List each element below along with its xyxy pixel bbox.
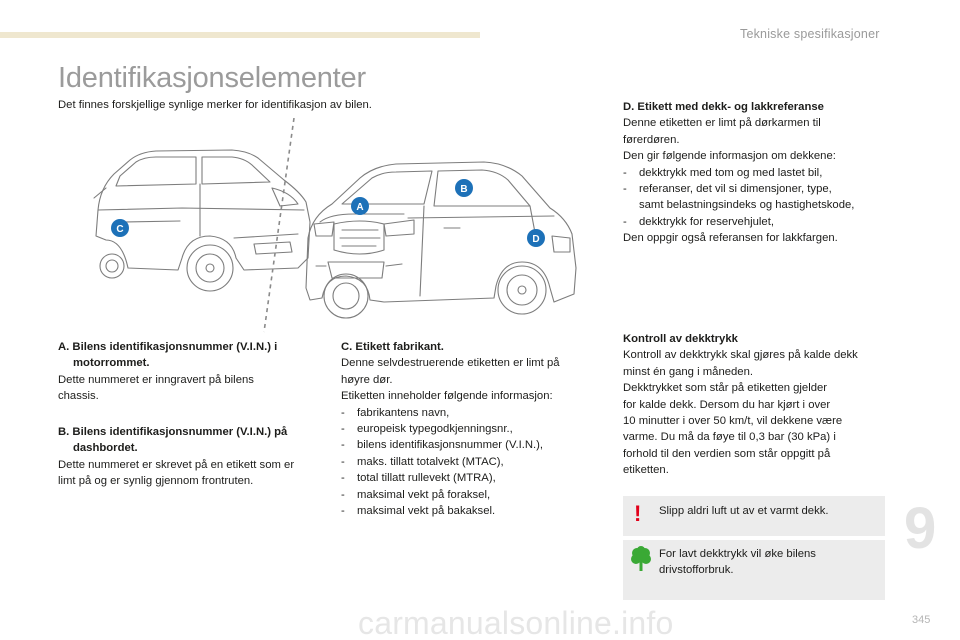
figure-divider <box>264 118 294 332</box>
list-item: - maksimal vekt på foraksel, <box>341 487 591 503</box>
section-a-text: Dette nummeret er inngravert på bilens chassis. <box>58 373 254 403</box>
section-c-list <box>341 405 591 520</box>
eco-note-box <box>623 540 885 600</box>
section-d-heading: D. Etikett med dekk- og lakkreferanse <box>623 101 824 113</box>
warning-text: Slipp aldri luft ut av et varmt dekk. <box>659 505 829 517</box>
section-title: Tekniske spesifikasjoner <box>740 27 880 41</box>
intro-text: Det finnes forskjellige synlige merker for identifikasjon av bilen. <box>58 99 372 111</box>
svg-text:D: D <box>532 234 540 245</box>
marker-a <box>351 197 369 215</box>
section-a <box>58 339 323 405</box>
watermark: carmanualsonline.info <box>358 605 674 640</box>
section-d-line: Denne etiketten er limt på dørkarmen til <box>623 117 821 130</box>
section-c <box>341 339 591 519</box>
section-d-line: Den gir følgende informasjon om dekkene: <box>623 150 836 163</box>
list-item: - europeisk typegodkjenningsnr., <box>341 421 591 437</box>
section-b-text: Dette nummeret er skrevet på en etikett som er limt på og er synlig gjennom frontruten. <box>58 458 295 488</box>
section-c-line: Denne selvdestruerende etiketten er limt på <box>341 357 560 370</box>
list-item: - referanser, det vil si dimensjoner, type, samt belastningsindeks og hastighetskode, <box>623 181 893 214</box>
svg-text:A: A <box>356 202 364 213</box>
chapter-number: 9 <box>904 496 937 561</box>
list-item: - total tillatt rullevekt (MTRA), <box>341 470 591 486</box>
section-c-line: Etiketten inneholder følgende informasjon: <box>341 390 553 403</box>
section-d-line: førerdøren. <box>623 133 680 146</box>
eco-tree-icon <box>630 546 652 572</box>
page-title: Identifikasjonselementer <box>58 62 366 94</box>
vehicle-illustration <box>84 118 594 340</box>
section-c-heading: C. Etikett fabrikant. <box>341 341 444 353</box>
list-item: - fabrikantens navn, <box>341 405 591 421</box>
marker-c <box>111 219 129 237</box>
tire-pressure-line: varme. Du må da føye til 0,3 bar (30 kPa) i <box>623 431 836 444</box>
tire-pressure-line: Dekktrykket som står på etiketten gjelder <box>623 382 828 395</box>
section-c-line: høyre dør. <box>341 373 393 386</box>
section-b-heading: B. Bilens identifikasjonsnummer (V.I.N.) på dashbordet. <box>58 426 288 455</box>
section-d <box>623 99 893 247</box>
marker-d <box>527 229 545 247</box>
section-b <box>58 424 323 490</box>
marker-b <box>455 179 473 197</box>
header-accent-bar <box>0 32 480 38</box>
section-d-list <box>623 165 893 231</box>
list-item: - maksimal vekt på bakaksel. <box>341 503 591 519</box>
list-item: - bilens identifikasjonsnummer (V.I.N.), <box>341 437 591 453</box>
svg-text:B: B <box>460 184 468 195</box>
tire-pressure-line: Kontroll av dekktrykk skal gjøres på kalde dekk <box>623 349 858 362</box>
tire-pressure-heading: Kontroll av dekktrykk <box>623 333 738 345</box>
eco-note-text: For lavt dekktrykk vil øke bilens drivstofforbruk. <box>659 548 816 576</box>
exclamation-icon: ! <box>634 501 642 526</box>
tire-pressure-line: minst én gang i måneden. <box>623 365 753 378</box>
list-item: - maks. tillatt totalvekt (MTAC), <box>341 454 591 470</box>
tire-pressure-line: forhold til den verdien som står oppgitt på <box>623 447 831 460</box>
section-a-heading: A. Bilens identifikasjonsnummer (V.I.N.) i motorrommet. <box>58 341 278 370</box>
tire-pressure-line: 10 minutter i over 50 km/t, vil dekkene være <box>623 415 843 428</box>
warning-box <box>623 496 885 536</box>
page-number: 345 <box>912 614 931 626</box>
tire-pressure-line: etiketten. <box>623 464 669 477</box>
tire-pressure-line: for kalde dekk. Dersom du har kjørt i over <box>623 398 831 411</box>
list-item: - dekktrykk for reservehjulet, <box>623 214 893 230</box>
list-item: - dekktrykk med tom og med lastet bil, <box>623 165 893 181</box>
tire-pressure-check <box>623 331 893 479</box>
svg-text:C: C <box>116 224 124 235</box>
section-d-line: Den oppgir også referansen for lakkfargen. <box>623 232 838 245</box>
